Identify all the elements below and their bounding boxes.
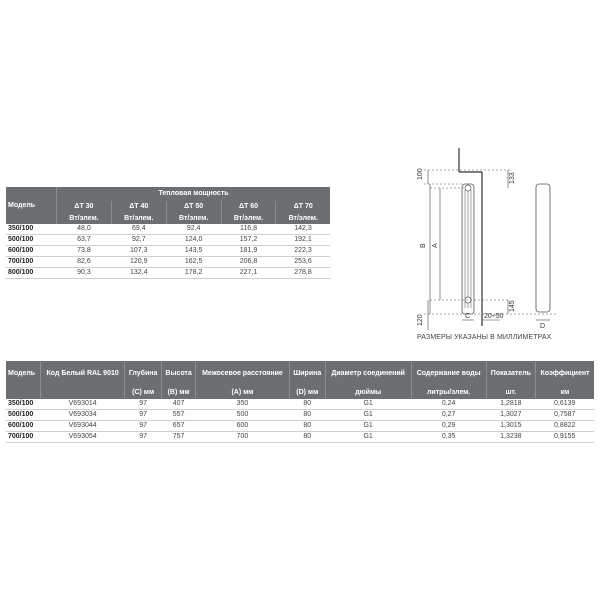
model-cell: 350/100	[6, 224, 57, 235]
model-cell: 500/100	[6, 235, 57, 246]
model-cell: 350/100	[6, 399, 41, 410]
value-cell: 227,1	[221, 268, 276, 279]
height-cell: 557	[161, 410, 195, 421]
value-cell: 90,3	[57, 268, 112, 279]
diameter-column-header: Диаметр соединений	[325, 361, 411, 387]
water-content-cell: 0,24	[411, 399, 486, 410]
code-cell: V693054	[41, 432, 125, 443]
index-cell: 1,3027	[486, 410, 535, 421]
coefficient-cell: 0,7587	[536, 410, 595, 421]
value-cell: 178,2	[166, 268, 221, 279]
unit-header: км	[536, 387, 595, 399]
delta-header: ΔT 30	[57, 201, 112, 213]
diameter-cell: G1	[325, 421, 411, 432]
height-cell: 657	[161, 421, 195, 432]
value-cell: 132,4	[111, 268, 166, 279]
unit-header	[41, 387, 125, 399]
table-row	[6, 268, 330, 279]
depth-cell: 97	[125, 421, 162, 432]
unit-header: (C) мм	[125, 387, 162, 399]
width-column-header: Ширина	[289, 361, 325, 387]
index-cell: 1,2818	[486, 399, 535, 410]
value-cell: 162,5	[166, 257, 221, 268]
water-content-cell: 0,29	[411, 421, 486, 432]
axis-distance-cell: 700	[196, 432, 290, 443]
model-cell: 600/100	[6, 421, 41, 432]
value-cell: 181,9	[221, 246, 276, 257]
table-row	[6, 410, 594, 421]
dim-100-label: 100	[417, 168, 424, 180]
unit-header: литры/элем.	[411, 387, 486, 399]
value-cell: 253,6	[276, 257, 330, 268]
unit-header: шт.	[486, 387, 535, 399]
value-cell: 92,4	[166, 224, 221, 235]
dim-a-label: A	[432, 243, 439, 248]
model-cell: 800/100	[6, 268, 57, 279]
value-cell: 192,1	[276, 235, 330, 246]
diameter-cell: G1	[325, 399, 411, 410]
value-cell: 82,6	[57, 257, 112, 268]
dim-120-label: 120	[417, 314, 424, 326]
value-cell: 124,0	[166, 235, 221, 246]
value-cell: 278,8	[276, 268, 330, 279]
model-cell: 700/100	[6, 432, 41, 443]
heat-output-table	[6, 187, 330, 279]
table-row	[6, 246, 330, 257]
unit-header: Вт/элем.	[166, 213, 221, 224]
value-cell: 73,8	[57, 246, 112, 257]
axis-distance-cell: 500	[196, 410, 290, 421]
index-column-header: Показатель	[486, 361, 535, 387]
value-cell: 92,7	[111, 235, 166, 246]
coefficient-cell: 0,9155	[536, 432, 595, 443]
dimension-lines	[428, 170, 550, 330]
code-column-header: Код Белый RAL 9010	[41, 361, 125, 387]
value-cell: 157,2	[221, 235, 276, 246]
water-content-column-header: Содержание воды	[411, 361, 486, 387]
dim-145-label: 145	[509, 300, 516, 312]
model-cell: 600/100	[6, 246, 57, 257]
value-cell: 116,8	[221, 224, 276, 235]
depth-column-header: Глубина	[125, 361, 162, 387]
value-cell: 206,8	[221, 257, 276, 268]
specifications-table	[6, 361, 594, 443]
model-column-header: Модель	[6, 187, 57, 224]
model-cell: 700/100	[6, 257, 57, 268]
dim-gap-label: 20÷50	[484, 313, 504, 320]
code-cell: V693044	[41, 421, 125, 432]
delta-header: ΔT 50	[166, 201, 221, 213]
dim-133-label: 133	[509, 172, 516, 184]
height-cell: 757	[161, 432, 195, 443]
diameter-cell: G1	[325, 410, 411, 421]
coefficient-cell: 0,6139	[536, 399, 595, 410]
unit-header: (D) мм	[289, 387, 325, 399]
diameter-cell: G1	[325, 432, 411, 443]
water-content-cell: 0,35	[411, 432, 486, 443]
width-cell: 80	[289, 410, 325, 421]
value-cell: 63,7	[57, 235, 112, 246]
unit-header: Вт/элем.	[57, 213, 112, 224]
table-row	[6, 224, 330, 235]
delta-header: ΔT 60	[221, 201, 276, 213]
width-cell: 80	[289, 432, 325, 443]
heat-output-group-header: Тепловая мощность	[57, 187, 331, 201]
coefficient-column-header: Коэффициент	[536, 361, 595, 387]
table-row	[6, 399, 594, 410]
depth-cell: 97	[125, 410, 162, 421]
axis-distance-column-header: Межосевое расстояние	[196, 361, 290, 387]
unit-header: (B) мм	[161, 387, 195, 399]
width-cell: 80	[289, 399, 325, 410]
unit-header: (A) мм	[196, 387, 290, 399]
model-cell: 500/100	[6, 410, 41, 421]
value-cell: 143,5	[166, 246, 221, 257]
width-cell: 80	[289, 421, 325, 432]
value-cell: 142,3	[276, 224, 330, 235]
height-cell: 407	[161, 399, 195, 410]
delta-header: ΔT 70	[276, 201, 330, 213]
value-cell: 222,3	[276, 246, 330, 257]
depth-cell: 97	[125, 399, 162, 410]
code-cell: V693034	[41, 410, 125, 421]
dim-b-label: B	[420, 243, 427, 248]
table-row	[6, 421, 594, 432]
value-cell: 69,4	[111, 224, 166, 235]
index-cell: 1,3015	[486, 421, 535, 432]
radiator-section-side	[462, 184, 474, 314]
delta-header: ΔT 40	[111, 201, 166, 213]
value-cell: 48,0	[57, 224, 112, 235]
diagram-caption: РАЗМЕРЫ УКАЗАНЫ В МИЛЛИМЕТРАХ	[417, 334, 552, 341]
unit-header: Вт/элем.	[276, 213, 330, 224]
model-column-header: Модель	[6, 361, 41, 387]
table-row	[6, 257, 330, 268]
water-content-cell: 0,27	[411, 410, 486, 421]
radiator-section-front	[536, 184, 550, 312]
unit-header	[6, 387, 41, 399]
unit-header: Вт/элем.	[111, 213, 166, 224]
value-cell: 120,9	[111, 257, 166, 268]
depth-cell: 97	[125, 432, 162, 443]
dim-c-label: C	[465, 313, 471, 320]
dim-d-label: D	[540, 323, 546, 330]
coefficient-cell: 0,8822	[536, 421, 595, 432]
table-row	[6, 432, 594, 443]
axis-distance-cell: 350	[196, 399, 290, 410]
code-cell: V693014	[41, 399, 125, 410]
unit-header: Вт/элем.	[221, 213, 276, 224]
unit-header: дюймы	[325, 387, 411, 399]
table-row	[6, 235, 330, 246]
height-column-header: Высота	[161, 361, 195, 387]
radiator-dimension-diagram	[410, 148, 590, 338]
axis-distance-cell: 600	[196, 421, 290, 432]
value-cell: 107,3	[111, 246, 166, 257]
index-cell: 1,3238	[486, 432, 535, 443]
